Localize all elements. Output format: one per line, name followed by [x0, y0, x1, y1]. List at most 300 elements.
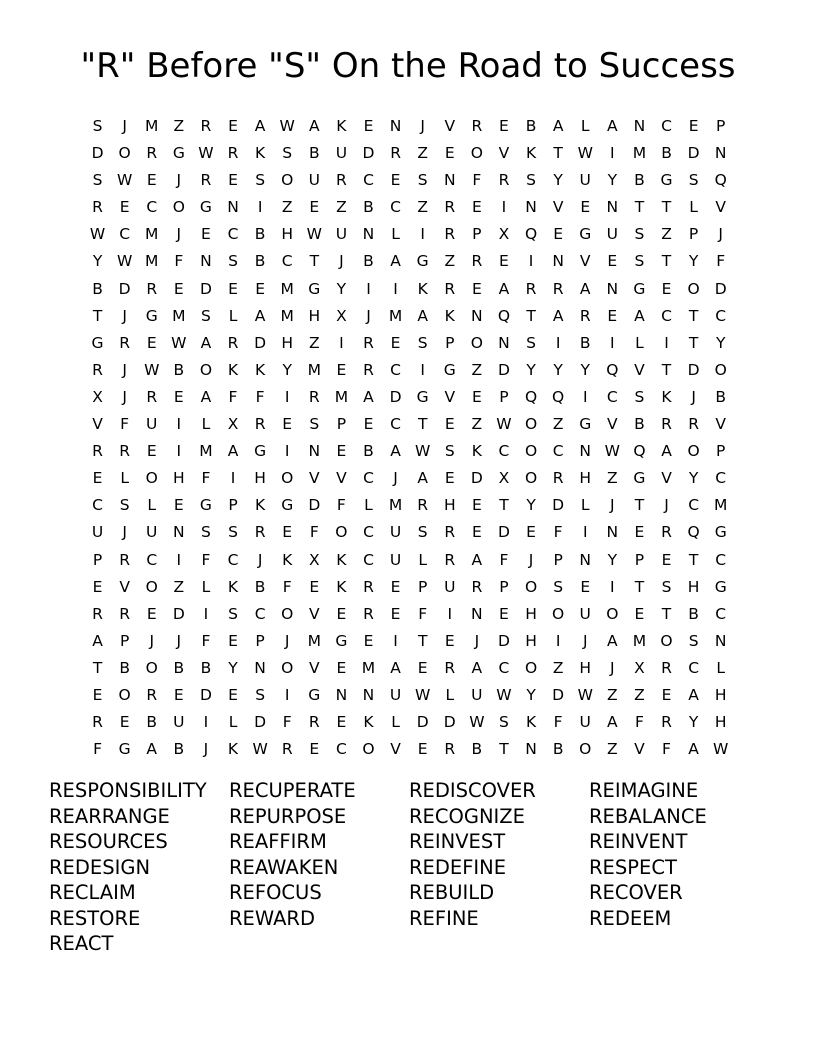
- grid-letter: X: [634, 658, 645, 677]
- grid-letter: T: [92, 306, 103, 325]
- grid-letter: Z: [308, 333, 320, 352]
- grid-letter: F: [662, 740, 671, 759]
- grid-letter: R: [119, 604, 131, 623]
- grid-letter: V: [607, 415, 618, 434]
- grid-letter: J: [149, 631, 155, 650]
- grid-letter: G: [714, 523, 727, 542]
- grid-letter: E: [309, 198, 320, 217]
- grid-letter: I: [582, 523, 588, 542]
- grid-letter: D: [254, 333, 267, 352]
- word-bank-item: REDISCOVER: [409, 779, 536, 802]
- grid-letter: A: [607, 631, 618, 650]
- grid-letter: R: [444, 740, 456, 759]
- grid-letter: E: [580, 198, 591, 217]
- grid-letter: K: [227, 740, 239, 759]
- grid-letter: B: [363, 198, 374, 217]
- grid-letter: S: [688, 631, 699, 650]
- grid-letter: G: [172, 144, 185, 163]
- grid-row: [84, 221, 734, 248]
- grid-row: [84, 384, 734, 411]
- word-bank-item: REINVEST: [409, 830, 506, 853]
- grid-letter: R: [119, 333, 131, 352]
- grid-letter: A: [363, 387, 374, 406]
- grid-letter: U: [91, 523, 104, 542]
- grid-letter: J: [420, 117, 425, 135]
- grid-letter: E: [607, 306, 618, 325]
- grid-letter: F: [553, 713, 563, 732]
- grid-letter: K: [525, 713, 537, 732]
- grid-letter: O: [199, 360, 213, 379]
- grid-letter: Q: [524, 387, 538, 406]
- grid-letter: W: [496, 415, 512, 434]
- grid-letter: S: [282, 144, 293, 163]
- grid-letter: L: [689, 198, 698, 217]
- grid-letter: C: [715, 604, 727, 623]
- grid-letter: Y: [688, 252, 699, 271]
- grid-letter: R: [363, 333, 374, 352]
- grid-letter: Z: [471, 360, 483, 379]
- grid-letter: T: [499, 496, 509, 515]
- grid-letter: D: [714, 279, 727, 298]
- grid-letter: I: [393, 279, 398, 298]
- grid-letter: Y: [92, 252, 103, 271]
- grid-letter: E: [363, 631, 374, 650]
- word-bank-item: RECLAIM: [49, 881, 136, 904]
- grid-letter: R: [471, 577, 483, 596]
- grid-letter: R: [308, 713, 320, 732]
- grid-letter: N: [714, 631, 727, 650]
- grid-letter: E: [146, 604, 157, 623]
- grid-letter: D: [118, 279, 131, 298]
- grid-letter: E: [661, 685, 672, 704]
- grid-letter: D: [687, 360, 700, 379]
- grid-letter: C: [715, 550, 727, 569]
- grid-letter: S: [255, 685, 266, 704]
- grid-letter: E: [282, 415, 293, 434]
- grid-letter: C: [606, 387, 618, 406]
- grid-letter: E: [92, 685, 103, 704]
- grid-letter: Z: [607, 469, 618, 488]
- grid-letter: X: [308, 550, 320, 569]
- grid-letter: M: [632, 144, 647, 163]
- grid-letter: B: [525, 117, 537, 135]
- grid-letter: T: [688, 333, 699, 352]
- grid-letter: B: [363, 252, 374, 271]
- grid-letter: B: [471, 740, 483, 759]
- grid-letter: Y: [228, 658, 238, 677]
- grid-letter: E: [444, 631, 455, 650]
- grid-letter: O: [660, 631, 673, 650]
- grid-letter: U: [579, 604, 591, 623]
- grid-letter: G: [254, 442, 267, 461]
- grid-letter: R: [552, 279, 564, 298]
- grid-letter: I: [284, 685, 290, 704]
- grid-letter: R: [363, 360, 374, 379]
- grid-letter: R: [417, 496, 429, 515]
- grid-letter: I: [447, 604, 453, 623]
- grid-letter: A: [417, 306, 428, 325]
- grid-letter: W: [496, 685, 512, 704]
- grid-letter: I: [176, 415, 182, 434]
- grid-letter: K: [525, 144, 537, 163]
- grid-letter: M: [145, 117, 159, 135]
- grid-letter: S: [228, 252, 238, 271]
- grid-letter: E: [607, 252, 618, 271]
- grid-letter: F: [418, 604, 428, 623]
- grid-letter: T: [661, 252, 672, 271]
- grid-letter: Q: [687, 523, 700, 542]
- word-bank-item: REDEFINE: [409, 855, 507, 879]
- grid-letter: V: [308, 604, 320, 623]
- grid-letter: S: [92, 117, 103, 135]
- grid-letter: H: [443, 496, 456, 515]
- grid-letter: N: [335, 685, 348, 704]
- grid-row: [84, 574, 734, 601]
- grid-letter: D: [552, 496, 565, 515]
- grid-letter: Q: [524, 225, 538, 244]
- grid-letter: J: [122, 117, 127, 135]
- grid-letter: N: [498, 333, 510, 352]
- grid-letter: C: [363, 469, 374, 488]
- grid-letter: A: [552, 306, 564, 325]
- grid-letter: K: [227, 360, 239, 379]
- grid-letter: K: [255, 496, 266, 515]
- word-bank-item: REWARD: [229, 906, 315, 930]
- grid-letter: B: [119, 658, 130, 677]
- grid-letter: E: [390, 171, 401, 190]
- grid-letter: A: [308, 117, 320, 135]
- grid-letter: T: [688, 550, 699, 569]
- grid-letter: O: [687, 442, 700, 461]
- grid-letter: M: [361, 658, 376, 677]
- grid-letter: K: [255, 144, 266, 163]
- grid-letter: E: [173, 685, 184, 704]
- grid-letter: E: [417, 740, 428, 759]
- grid-letter: C: [688, 496, 700, 515]
- grid-row: [84, 519, 734, 546]
- grid-letter: R: [661, 713, 672, 732]
- grid-letter: O: [524, 658, 538, 677]
- grid-letter: U: [146, 415, 158, 434]
- grid-letter: P: [472, 225, 482, 244]
- grid-letter: N: [308, 442, 321, 461]
- grid-letter: C: [281, 252, 293, 271]
- grid-letter: H: [579, 658, 592, 677]
- grid-letter: E: [471, 496, 482, 515]
- grid-letter: F: [634, 713, 644, 732]
- grid-letter: Y: [526, 360, 536, 379]
- grid-letter: Y: [336, 279, 347, 298]
- grid-letter: A: [607, 117, 618, 135]
- grid-letter: R: [471, 117, 483, 135]
- grid-letter: Y: [688, 469, 699, 488]
- grid-letter: C: [146, 198, 158, 217]
- grid-letter: T: [526, 306, 536, 325]
- grid-letter: C: [498, 442, 510, 461]
- grid-letter: K: [336, 550, 347, 569]
- grid-letter: R: [254, 523, 266, 542]
- grid-letter: F: [201, 550, 211, 569]
- grid-letter: R: [688, 415, 699, 434]
- grid-letter: B: [579, 333, 591, 352]
- grid-letter: E: [471, 198, 482, 217]
- grid-letter: D: [308, 496, 321, 515]
- grid-letter: C: [390, 415, 401, 434]
- grid-letter: R: [444, 279, 456, 298]
- grid-letter: Z: [444, 252, 456, 271]
- grid-letter: S: [255, 171, 266, 190]
- grid-letter: L: [391, 713, 400, 732]
- grid-letter: G: [660, 171, 673, 190]
- grid-letter: E: [119, 713, 130, 732]
- grid-letter: G: [308, 279, 321, 298]
- grid-letter: A: [390, 658, 401, 677]
- grid-letter: Y: [282, 360, 292, 379]
- grid-letter: O: [687, 279, 700, 298]
- grid-letter: G: [308, 685, 321, 704]
- grid-letter: P: [119, 631, 130, 650]
- grid-letter: E: [661, 279, 672, 298]
- grid-letter: U: [606, 225, 618, 244]
- grid-letter: I: [230, 469, 236, 488]
- grid-letter: R: [281, 740, 293, 759]
- grid-letter: I: [393, 631, 398, 650]
- grid-letter: F: [499, 550, 509, 569]
- grid-row: [84, 276, 734, 303]
- grid-letter: U: [389, 685, 402, 704]
- grid-letter: T: [688, 306, 699, 325]
- grid-letter: D: [497, 360, 510, 379]
- grid-letter: R: [363, 577, 374, 596]
- grid-letter: T: [634, 577, 645, 596]
- word-bank-item: REBALANCE: [589, 804, 707, 828]
- grid-letter: E: [228, 685, 238, 704]
- grid-letter: W: [171, 333, 187, 352]
- grid-letter: G: [335, 631, 348, 650]
- grid-letter: Y: [553, 171, 563, 190]
- grid-letter: I: [203, 713, 209, 732]
- grid-letter: W: [306, 225, 322, 244]
- grid-letter: N: [362, 225, 375, 244]
- grid-letter: X: [336, 306, 347, 325]
- grid-letter: R: [200, 117, 212, 135]
- grid-row: [84, 628, 734, 655]
- grid-letter: S: [661, 577, 672, 596]
- grid-row: [84, 682, 734, 709]
- grid-letter: T: [634, 496, 645, 515]
- grid-letter: O: [145, 658, 158, 677]
- grid-letter: A: [417, 469, 428, 488]
- grid-letter: F: [309, 523, 319, 542]
- grid-letter: D: [443, 713, 456, 732]
- grid-letter: R: [92, 713, 103, 732]
- grid-letter: N: [525, 198, 537, 217]
- grid-letter: E: [146, 442, 157, 461]
- grid-letter: I: [610, 144, 615, 163]
- grid-letter: E: [336, 604, 347, 623]
- grid-letter: R: [119, 550, 131, 569]
- grid-letter: O: [281, 658, 294, 677]
- grid-letter: C: [363, 550, 374, 569]
- grid-letter: A: [200, 333, 212, 352]
- grid-letter: B: [173, 658, 185, 677]
- grid-letter: N: [579, 550, 592, 569]
- grid-letter: A: [552, 117, 564, 135]
- grid-letter: W: [116, 171, 133, 190]
- grid-letter: P: [92, 550, 103, 569]
- grid-letter: N: [579, 442, 592, 461]
- grid-letter: R: [661, 415, 672, 434]
- grid-letter: N: [389, 117, 402, 135]
- grid-letter: R: [444, 198, 456, 217]
- grid-letter: J: [366, 306, 371, 325]
- grid-letter: C: [715, 306, 727, 325]
- grid-letter: E: [92, 577, 103, 596]
- grid-letter: E: [173, 496, 184, 515]
- word-bank-item: REINVENT: [589, 830, 688, 853]
- grid-letter: A: [579, 279, 591, 298]
- grid-row: [84, 330, 734, 357]
- grid-letter: I: [257, 198, 263, 217]
- grid-letter: J: [122, 523, 127, 542]
- grid-letter: J: [610, 658, 615, 677]
- grid-letter: K: [282, 550, 293, 569]
- grid-letter: G: [91, 333, 104, 352]
- grid-letter: M: [280, 279, 294, 298]
- grid-letter: R: [363, 604, 374, 623]
- grid-letter: N: [606, 523, 619, 542]
- grid-letter: B: [173, 360, 185, 379]
- grid-letter: P: [716, 117, 726, 135]
- grid-letter: H: [525, 631, 537, 650]
- grid-letter: H: [254, 469, 266, 488]
- grid-letter: R: [552, 469, 564, 488]
- grid-letter: N: [714, 144, 727, 163]
- grid-letter: R: [661, 523, 672, 542]
- grid-letter: V: [444, 117, 456, 135]
- grid-letter: S: [526, 333, 536, 352]
- grid-row: [84, 655, 734, 682]
- grid-letter: E: [417, 658, 428, 677]
- grid-letter: I: [366, 279, 371, 298]
- grid-letter: R: [146, 685, 158, 704]
- word-bank-item: REAWAKEN: [229, 855, 339, 879]
- grid-letter: J: [122, 387, 127, 406]
- grid-letter: I: [284, 442, 290, 461]
- grid-letter: D: [497, 631, 510, 650]
- grid-letter: P: [445, 333, 455, 352]
- grid-letter: I: [610, 333, 615, 352]
- grid-letter: J: [339, 252, 344, 271]
- grid-letter: J: [393, 469, 398, 488]
- grid-letter: I: [501, 198, 507, 217]
- grid-letter: U: [335, 144, 348, 163]
- grid-letter: D: [389, 387, 402, 406]
- grid-letter: E: [228, 279, 238, 298]
- grid-letter: E: [363, 415, 374, 434]
- grid-letter: D: [199, 279, 212, 298]
- grid-letter: A: [498, 279, 510, 298]
- grid-letter: Y: [607, 550, 618, 569]
- grid-letter: C: [119, 225, 131, 244]
- grid-letter: R: [146, 387, 158, 406]
- grid-letter: G: [416, 252, 429, 271]
- grid-letter: R: [444, 225, 456, 244]
- grid-letter: I: [582, 387, 588, 406]
- grid-letter: M: [145, 225, 159, 244]
- grid-letter: E: [471, 523, 482, 542]
- grid-letter: O: [524, 415, 538, 434]
- grid-letter: M: [307, 631, 321, 650]
- grid-letter: U: [389, 550, 402, 569]
- grid-letter: S: [417, 333, 428, 352]
- grid-letter: E: [444, 469, 455, 488]
- grid-letter: P: [553, 550, 563, 569]
- grid-row: [84, 411, 734, 438]
- grid-letter: I: [420, 225, 425, 244]
- grid-letter: E: [173, 279, 184, 298]
- grid-letter: E: [553, 225, 564, 244]
- word-bank-item: REAFFIRM: [229, 830, 327, 853]
- grid-letter: W: [469, 713, 485, 732]
- grid-letter: X: [92, 387, 103, 406]
- grid-letter: B: [634, 171, 645, 190]
- grid-letter: D: [552, 685, 565, 704]
- grid-letter: B: [173, 740, 185, 759]
- grid-letter: H: [714, 713, 727, 732]
- grid-letter: D: [470, 469, 483, 488]
- grid-letter: R: [92, 360, 103, 379]
- grid-letter: M: [280, 306, 294, 325]
- grid-letter: G: [199, 496, 212, 515]
- grid-letter: V: [715, 415, 726, 434]
- grid-letter: E: [499, 252, 509, 271]
- grid-letter: E: [309, 740, 320, 759]
- grid-letter: S: [417, 171, 428, 190]
- grid-letter: R: [146, 279, 158, 298]
- grid-letter: V: [308, 469, 320, 488]
- grid-letter: S: [201, 306, 211, 325]
- grid-letter: R: [336, 171, 347, 190]
- grid-letter: R: [227, 144, 239, 163]
- word-bank-item: RECOVER: [589, 881, 683, 904]
- grid-letter: P: [417, 577, 428, 596]
- grid-letter: C: [363, 523, 374, 542]
- grid-letter: O: [281, 171, 294, 190]
- grid-row: [84, 736, 734, 763]
- grid-letter: B: [634, 415, 645, 434]
- grid-letter: E: [201, 225, 211, 244]
- grid-letter: K: [471, 442, 482, 461]
- grid-letter: Z: [607, 685, 618, 704]
- grid-letter: C: [498, 658, 510, 677]
- grid-letter: R: [525, 279, 537, 298]
- grid-letter: E: [634, 523, 645, 542]
- word-bank-item: RESPECT: [589, 855, 677, 879]
- grid-letter: U: [471, 685, 483, 704]
- grid-row: [84, 167, 734, 194]
- grid-letter: K: [336, 117, 347, 135]
- grid-letter: O: [281, 469, 294, 488]
- grid-letter: L: [580, 496, 590, 515]
- grid-letter: Z: [417, 144, 428, 163]
- grid-letter: Z: [173, 117, 185, 135]
- grid-letter: S: [634, 252, 645, 271]
- grid-letter: E: [390, 604, 401, 623]
- grid-letter: S: [499, 713, 509, 732]
- grid-letter: E: [363, 117, 374, 135]
- grid-letter: M: [388, 306, 403, 325]
